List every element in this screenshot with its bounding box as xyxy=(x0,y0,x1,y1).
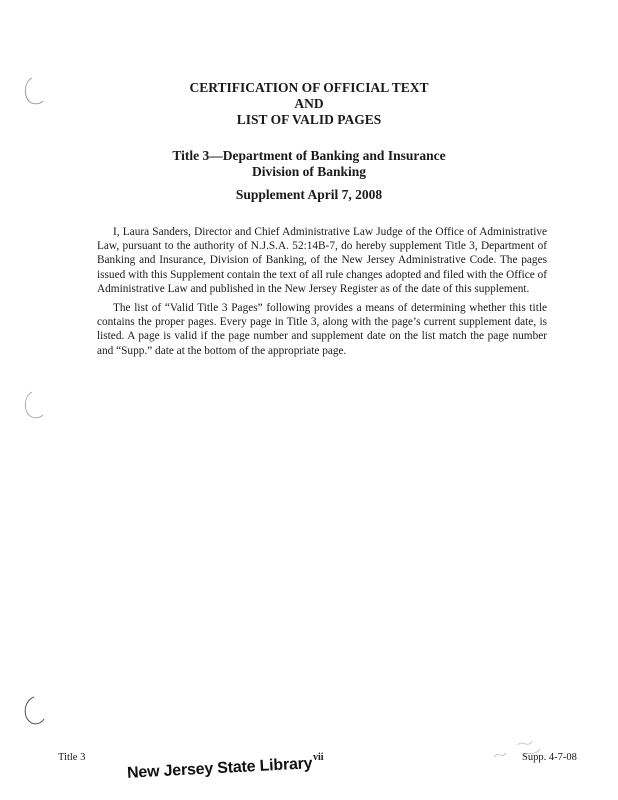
heading-line: LIST OF VALID PAGES xyxy=(236,112,382,127)
valid-pages-paragraph: The list of “Valid Title 3 Pages” following provides a means of determining whether this title contains the proper pages. Every page in Title 3, along with the page’s current supplement date, is listed. A page is valid if the page number and supplement date on the list match the page number and “Supp.” date at the bottom of the appropriate page. xyxy=(97,302,547,357)
scan-smudge xyxy=(488,735,548,769)
footer-supp-date: Supp. 4-7-08 xyxy=(522,752,577,763)
supplement-date: Supplement April 7, 2008 xyxy=(235,187,383,202)
title-line: Title 3—Department of Banking and Insurance xyxy=(172,148,446,163)
heading-line: AND xyxy=(294,96,324,111)
library-stamp: New Jersey State Library xyxy=(126,755,313,782)
certification-heading xyxy=(0,80,618,128)
punch-hole-mark xyxy=(20,694,46,728)
title-heading xyxy=(0,148,618,180)
division-line: Division of Banking xyxy=(251,164,367,179)
footer-title: Title 3 xyxy=(58,752,86,763)
certification-paragraph: I, Laura Sanders, Director and Chief Administrative Law Judge of the Office of Administrative Law, pursuant to the authority of N.J.S.A. 52:14B-7, do hereby supplement Title 3, Department of Banking and Insurance, Division of Banking, of the New Jersey Administrative Code. The pages issued with this Supplement contain the text of all rule changes adopted and filed with the Office of Administrative Law and published in the New Jersey Register as of the date of this supplement. xyxy=(97,226,547,295)
heading-line: CERTIFICATION OF OFFICIAL TEXT xyxy=(189,80,429,95)
punch-hole-mark xyxy=(20,388,46,422)
page-number: vii xyxy=(313,752,324,763)
